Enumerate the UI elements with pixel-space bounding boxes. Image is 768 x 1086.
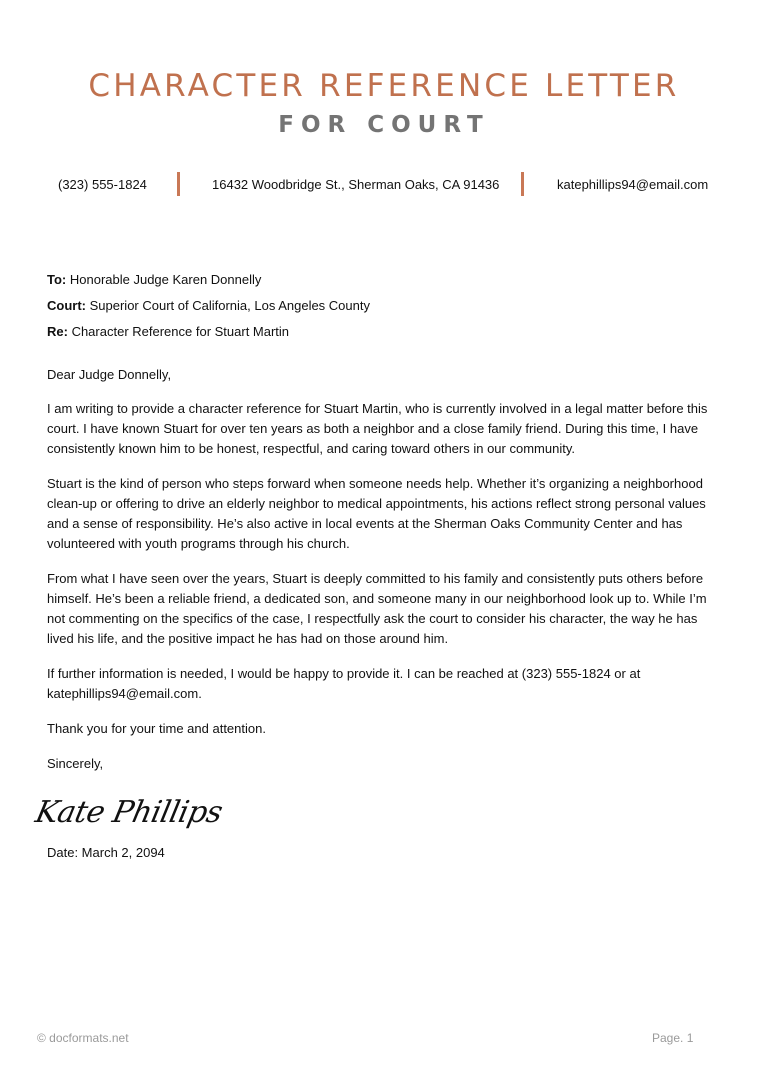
paragraph-commitment: From what I have seen over the years, Stuart is deeply committed to his family and consistently puts others before himself. He’s been a reliable friend, a dedicated son, and someone many in our neighborhood look up to. While I’m not commenting on the specifics of the case, I respectfully ask the court to consider his character, the way he has lived his life, and the positive impact he has had on those around him. (47, 571, 707, 646)
recipient-re (47, 324, 289, 339)
contact-divider (521, 172, 524, 196)
footer-page-number: Page. 1 (652, 1031, 694, 1045)
document-subtitle: FOR COURT (278, 112, 490, 138)
contact-email: katephillips94@email.com (557, 177, 709, 192)
document-title: CHARACTER REFERENCE LETTER (88, 68, 680, 104)
signature: Kate Phillips (32, 795, 226, 830)
paragraph-intro: I am writing to provide a character reference for Stuart Martin, who is currently involved in a legal matter before this court. I have known Stuart for over ten years as both a neighbor and a close family friend. During this time, I have consistently known him to be honest, respectful, and caring toward others in our community. (47, 401, 708, 456)
contact-address: 16432 Woodbridge St., Sherman Oaks, CA 91436 (212, 177, 500, 192)
contact-phone: (323) 555-1824 (58, 177, 147, 192)
to-value: Honorable Judge Karen Donnelly (66, 272, 262, 287)
paragraph-contact: If further information is needed, I would be happy to provide it. I can be reached at (323) 555-1824 or at katephillips94@email.com. (47, 666, 641, 701)
footer-copyright: © docformats.net (37, 1031, 129, 1045)
court-label: Court: (47, 298, 86, 313)
closing: Sincerely, (47, 756, 104, 771)
paragraph-character: Stuart is the kind of person who steps forward when someone needs help. Whether it’s organizing a neighborhood clean-up or offering to drive an elderly neighbor to medical appointments, his actions reflect strong personal values and a sense of responsibility. He’s also active in local events at the Sherman Oaks Community Center and has volunteered with youth programs through his church. (47, 476, 706, 551)
paragraph-thanks: Thank you for your time and attention. (47, 721, 266, 736)
re-value: Character Reference for Stuart Martin (67, 324, 290, 339)
re-label: Re: (47, 324, 68, 339)
recipient-to (47, 272, 261, 287)
to-label: To: (47, 272, 67, 287)
court-value: Superior Court of California, Los Angeles County (86, 298, 370, 313)
contact-divider (177, 172, 180, 196)
letter-date: Date: March 2, 2094 (47, 845, 165, 860)
recipient-court (47, 298, 370, 313)
salutation: Dear Judge Donnelly, (47, 367, 172, 382)
contact-bar (0, 172, 768, 198)
